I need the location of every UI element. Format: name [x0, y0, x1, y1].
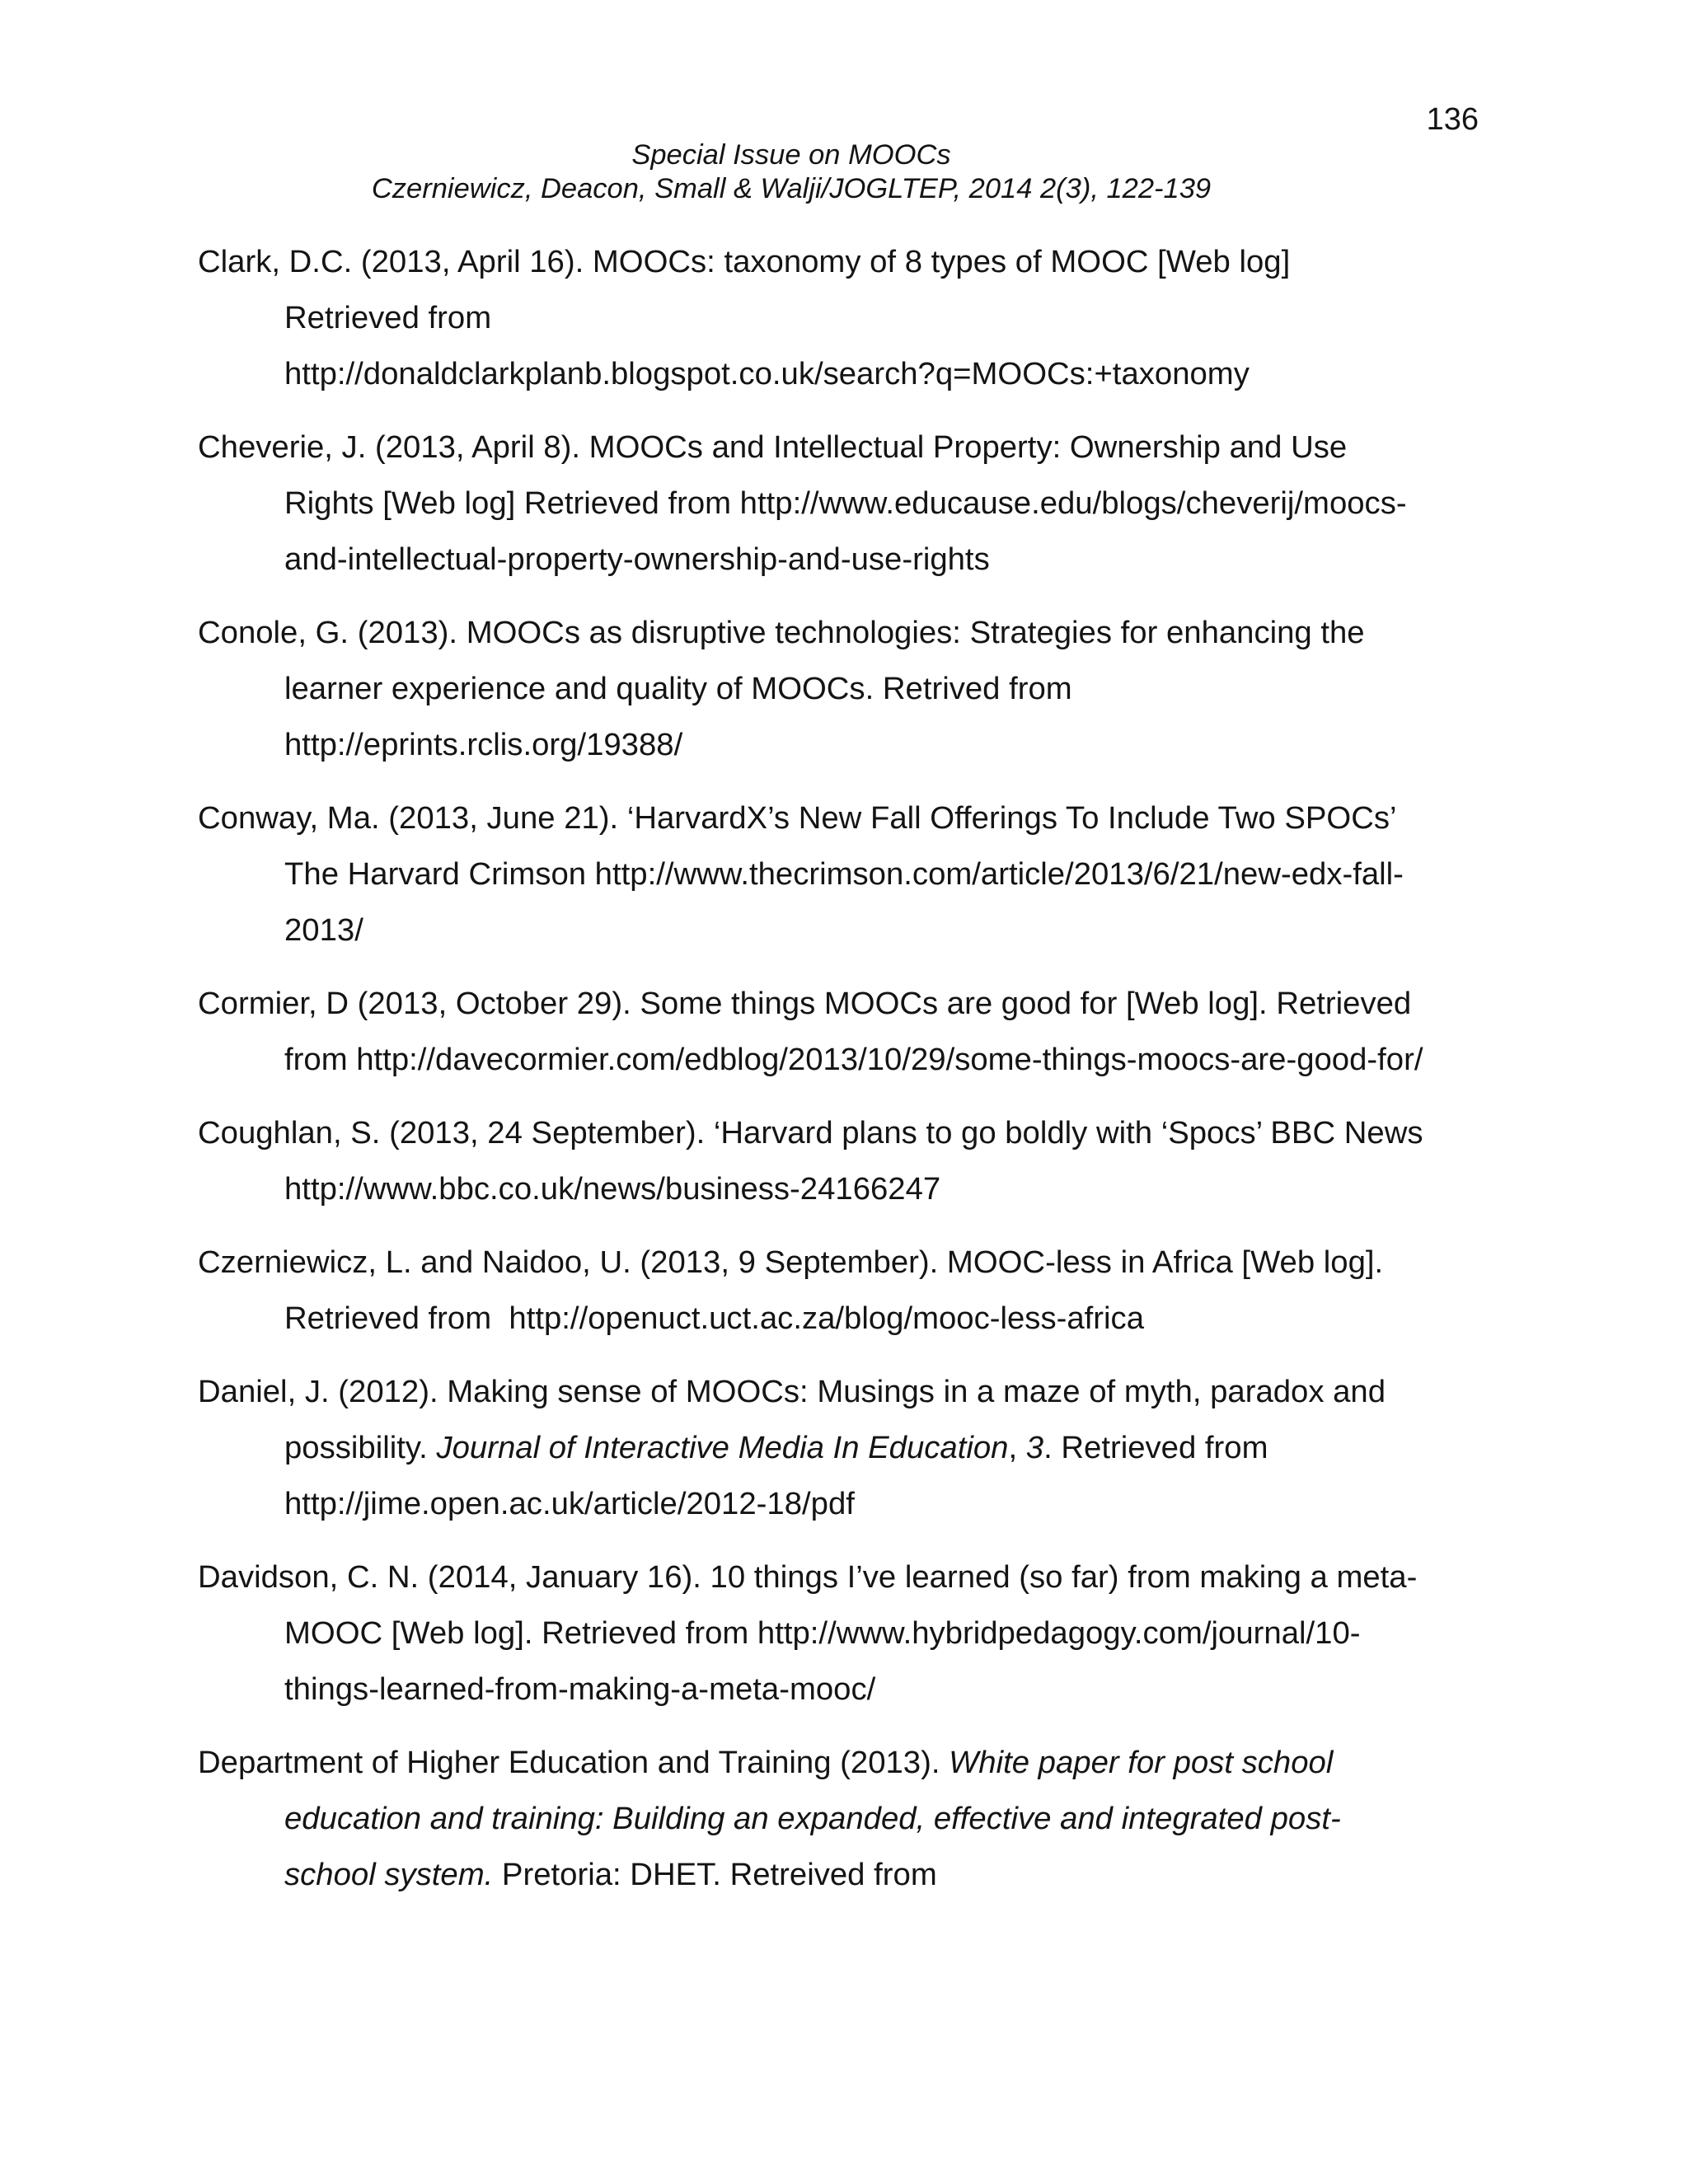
reference-entry: [198, 1549, 1492, 1718]
reference-line: Rights [Web log] Retrieved from http://www.educause.edu/blogs/cheverij/moocs-: [284, 485, 1407, 521]
reference-line: Clark, D.C. (2013, April 16). MOOCs: taxonomy of 8 types of MOOC [Web log]: [198, 244, 1291, 279]
reference-line: things-learned-from-making-a-meta-mooc/: [284, 1671, 876, 1707]
reference-line: Retrieved from http://openuct.uct.ac.za/blog/mooc-less-africa: [284, 1301, 1144, 1336]
reference-line: from http://davecormier.com/edblog/2013/10/29/some-things-moocs-are-good-for/: [284, 1042, 1423, 1077]
reference-line: [198, 1847, 1492, 1903]
reference-url: http://jime.open.ac.uk/article/2012-18/pdf: [284, 1486, 855, 1521]
reference-text: ,: [1008, 1430, 1026, 1465]
reference-line: Cormier, D (2013, October 29). Some things MOOCs are good for [Web log]. Retrieved: [198, 986, 1412, 1021]
journal-volume: 3: [1025, 1430, 1044, 1465]
reference-line: Coughlan, S. (2013, 24 September). ‘Harvard plans to go boldly with ‘Spocs’ BBC News: [198, 1115, 1423, 1151]
journal-title: Journal of Interactive Media In Education: [436, 1430, 1009, 1465]
reference-line: 2013/: [284, 912, 363, 948]
reference-line: learner experience and quality of MOOCs. Retrived from: [284, 671, 1072, 706]
report-title: education and training: Building an expanded, effective and integrated post-: [284, 1801, 1341, 1836]
reference-line: [198, 1420, 1492, 1476]
reference-url: http://www.bbc.co.uk/news/business-24166247: [284, 1171, 941, 1207]
reference-line: Davidson, C. N. (2014, January 16). 10 things I’ve learned (so far) from making a meta-: [198, 1559, 1418, 1595]
reference-text: Department of Higher Education and Training (2013).: [198, 1745, 950, 1780]
reference-url: http://donaldclarkplanb.blogspot.co.uk/search?q=MOOCs:+taxonomy: [284, 356, 1250, 391]
reference-text: possibility.: [284, 1430, 437, 1465]
reference-list: [198, 234, 1492, 1920]
reference-line: MOOC [Web log]. Retrieved from http://www.hybridpedagogy.com/journal/10-: [284, 1615, 1361, 1651]
report-title: White paper for post school: [949, 1745, 1334, 1780]
reference-entry: [198, 790, 1492, 958]
reference-entry: [198, 1735, 1492, 1903]
reference-entry: [198, 1105, 1492, 1217]
reference-line: and-intellectual-property-ownership-and-use-rights: [284, 541, 990, 577]
reference-entry: [198, 1235, 1492, 1347]
reference-entry: [198, 419, 1492, 588]
reference-entry: [198, 976, 1492, 1088]
report-title: school system.: [284, 1857, 494, 1892]
header-issue-title: Special Issue on MOOCs: [631, 139, 951, 171]
reference-entry: [198, 605, 1492, 773]
reference-entry: [198, 1364, 1492, 1532]
page-number: 136: [1426, 102, 1479, 137]
reference-line: Retrieved from: [284, 300, 492, 335]
reference-line: Czerniewicz, L. and Naidoo, U. (2013, 9 September). MOOC-less in Africa [Web log].: [198, 1244, 1384, 1280]
reference-text: . Retrieved from: [1043, 1430, 1268, 1465]
header-citation: Czerniewicz, Deacon, Small & Walji/JOGLTEP, 2014 2(3), 122-139: [371, 173, 1212, 204]
reference-line: [198, 1791, 1492, 1847]
reference-line: Daniel, J. (2012). Making sense of MOOCs: Musings in a maze of myth, paradox and: [198, 1374, 1386, 1409]
reference-line: Conole, G. (2013). MOOCs as disruptive technologies: Strategies for enhancing the: [198, 615, 1365, 650]
reference-line: Cheverie, J. (2013, April 8). MOOCs and Intellectual Property: Ownership and Use: [198, 429, 1348, 465]
reference-line: The Harvard Crimson http://www.thecrimson.com/article/2013/6/21/new-edx-fall-: [284, 856, 1404, 892]
running-header: [313, 138, 1269, 206]
reference-text: Pretoria: DHET. Retreived from: [493, 1857, 937, 1892]
reference-entry: [198, 234, 1492, 402]
reference-line: [198, 1735, 1492, 1791]
reference-url: http://eprints.rclis.org/19388/: [284, 727, 683, 762]
reference-line: Conway, Ma. (2013, June 21). ‘HarvardX’s New Fall Offerings To Include Two SPOCs’: [198, 800, 1397, 836]
